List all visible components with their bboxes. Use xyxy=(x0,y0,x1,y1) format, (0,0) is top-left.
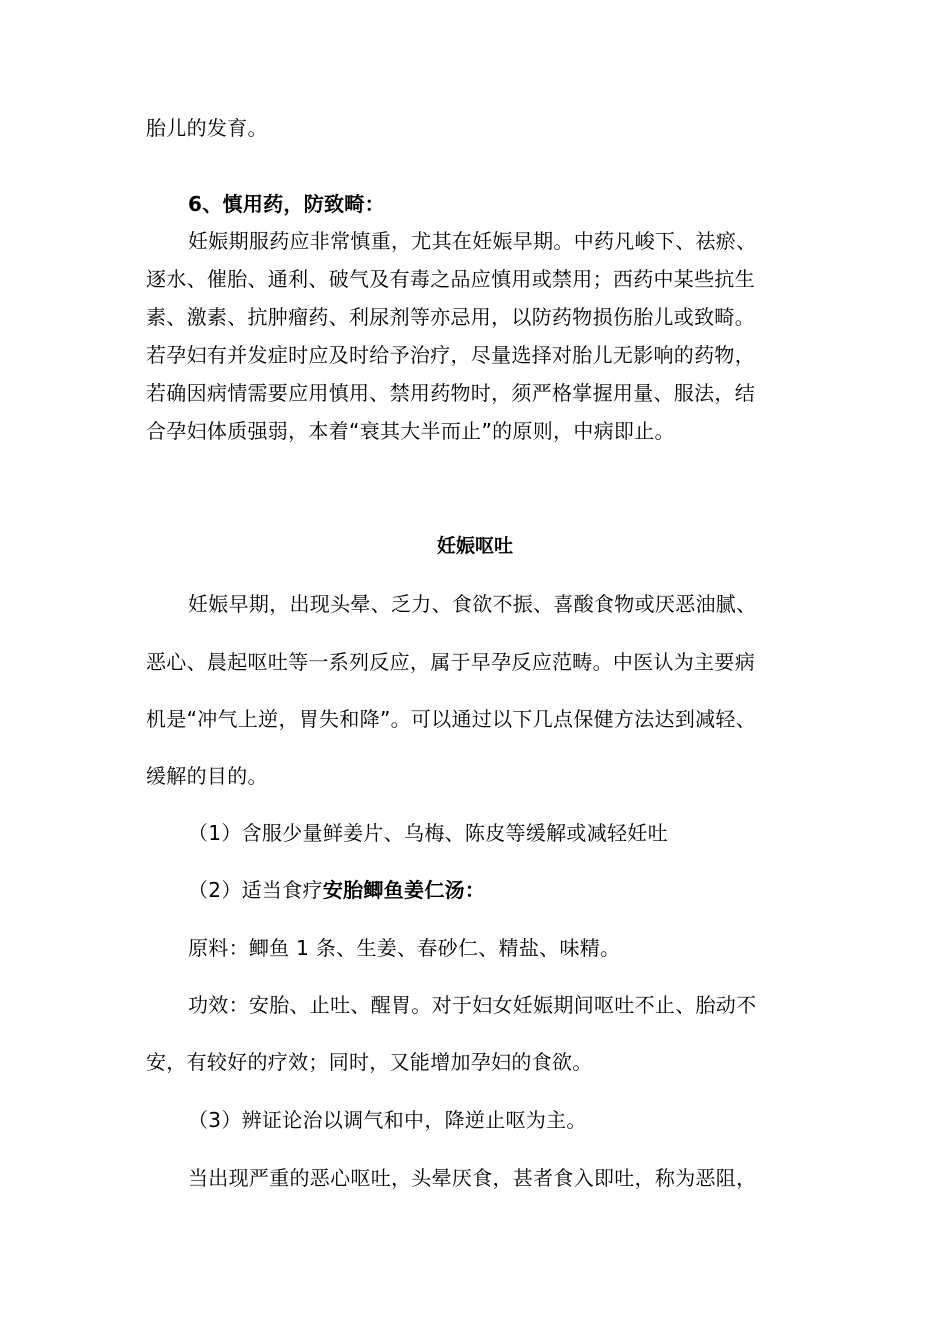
effect-line-2: 安，有较好的疗效；同时，又能增加孕妇的食欲。 xyxy=(146,1050,593,1074)
ingredients-line: 原料：鲫鱼 1 条、生姜、春砂仁、精盐、味精。 xyxy=(188,936,621,960)
section6-line-4: 若孕妇有并发症时应及时给予治疗，尽量选择对胎儿无影响的药物， xyxy=(146,343,755,367)
section6-line-6: 合孕妇体质强弱，本着“衰其大半而止”的原则，中病即止。 xyxy=(146,419,675,443)
paragraph-continuation: 胎儿的发育。 xyxy=(146,116,268,140)
intro-line-3: 机是“冲气上逆，胃失和降”。可以通过以下几点保健方法达到减轻、 xyxy=(146,707,757,731)
section6-line-5: 若确因病情需要应用慎用、禁用药物时，须严格掌握用量、服法，结 xyxy=(146,381,755,405)
paragraph-last-line: 当出现严重的恶心呕吐，头晕厌食，甚者食入即吐，称为恶阻， xyxy=(188,1166,757,1190)
intro-line-4: 缓解的目的。 xyxy=(146,764,268,788)
list-item-3: （3）辨证论治以调气和中，降逆止呕为主。 xyxy=(188,1108,587,1132)
section6-line-2: 逐水、催胎、通利、破气及有毒之品应慎用或禁用；西药中某些抗生 xyxy=(146,267,755,291)
list-item-2 xyxy=(188,876,858,904)
section6-line-1: 妊娠期服药应非常慎重，尤其在妊娠早期。中药凡峻下、祛瘀、 xyxy=(188,229,757,253)
section6-line-3: 素、激素、抗肿瘤药、利尿剂等亦忌用，以防药物损伤胎儿或致畸。 xyxy=(146,305,755,329)
list-item-1: （1）含服少量鲜姜片、乌梅、陈皮等缓解或减轻妊吐 xyxy=(188,821,668,845)
intro-line-1: 妊娠早期，出现头晕、乏力、食欲不振、喜酸食物或厌恶油腻、 xyxy=(188,592,757,616)
section-heading-6: 6、慎用药，防致畸： xyxy=(188,192,385,216)
list-item-2-prefix: （2）适当食疗 xyxy=(188,878,323,902)
section-title-vomiting: 妊娠呕吐 xyxy=(436,535,513,557)
intro-line-2: 恶心、晨起呕吐等一系列反应，属于早孕反应范畴。中医认为主要病 xyxy=(146,650,755,674)
effect-line-1: 功效：安胎、止吐、醒胃。对于妇女妊娠期间呕吐不止、胎动不 xyxy=(188,993,757,1017)
recipe-name: 安胎鲫鱼姜仁汤： xyxy=(322,878,486,902)
